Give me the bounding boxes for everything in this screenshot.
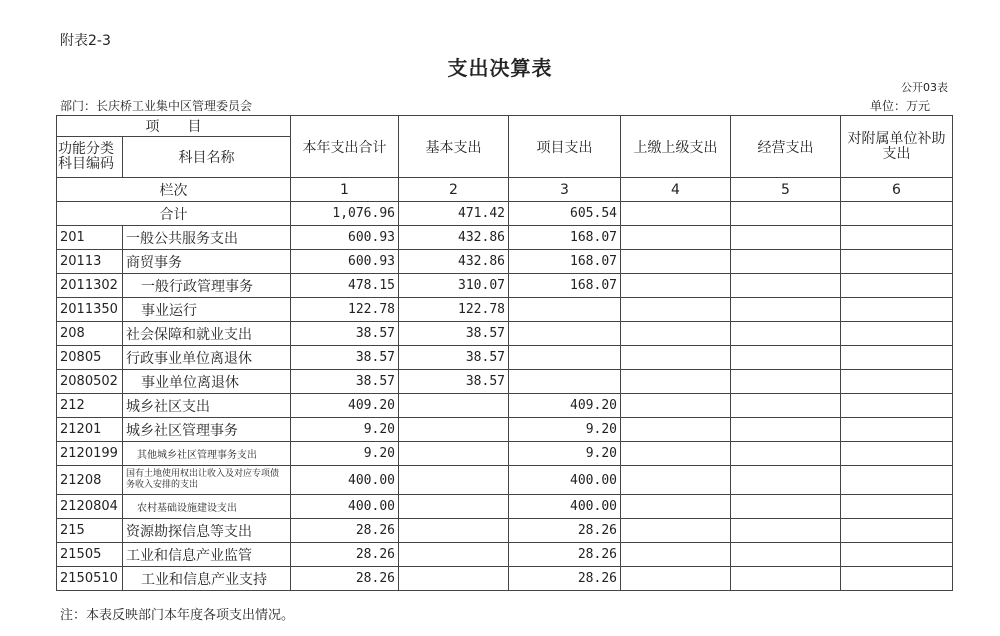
- row-value: [621, 495, 731, 519]
- row-value: [731, 519, 841, 543]
- row-code: 20113: [57, 250, 123, 274]
- row-name: 工业和信息产业支持: [123, 567, 291, 591]
- row-name: 工业和信息产业监管: [123, 543, 291, 567]
- row-value: [841, 226, 953, 250]
- row-value: [841, 567, 953, 591]
- row-value: 122.78: [291, 298, 399, 322]
- row-code: 2120804: [57, 495, 123, 519]
- header-item: 项 目: [57, 116, 291, 137]
- row-name: 农村基础设施建设支出: [123, 495, 291, 519]
- row-value: [731, 298, 841, 322]
- row-name: 社会保障和就业支出: [123, 322, 291, 346]
- row-value: 9.20: [509, 418, 621, 442]
- row-value: [509, 346, 621, 370]
- row-value: [841, 250, 953, 274]
- row-value: [841, 274, 953, 298]
- row-value: 38.57: [291, 370, 399, 394]
- row-value: [731, 418, 841, 442]
- row-value: 409.20: [291, 394, 399, 418]
- row-code: 2011302: [57, 274, 123, 298]
- row-value: [621, 226, 731, 250]
- row-value: [621, 250, 731, 274]
- row-value: 28.26: [291, 567, 399, 591]
- table-row: [57, 466, 953, 495]
- rank-number: 5: [731, 178, 841, 202]
- table-row: [57, 418, 953, 442]
- row-value: 9.20: [509, 442, 621, 466]
- row-code: 2150510: [57, 567, 123, 591]
- row-value: 478.15: [291, 274, 399, 298]
- row-value: 38.57: [291, 322, 399, 346]
- row-value: [841, 394, 953, 418]
- total-value: [841, 202, 953, 226]
- unit-label: 单位：万元: [869, 99, 930, 113]
- row-value: 9.20: [291, 442, 399, 466]
- row-value: 400.00: [291, 495, 399, 519]
- header-col-4: 上缴上级支出: [621, 116, 731, 178]
- row-value: [731, 567, 841, 591]
- row-value: [731, 226, 841, 250]
- row-value: [621, 322, 731, 346]
- row-name: 城乡社区管理事务: [123, 418, 291, 442]
- row-value: 600.93: [291, 226, 399, 250]
- total-value: 471.42: [399, 202, 509, 226]
- row-code: 208: [57, 322, 123, 346]
- table-body: [57, 226, 953, 591]
- row-value: [841, 370, 953, 394]
- row-value: [731, 370, 841, 394]
- table-row: [57, 298, 953, 322]
- rank-number: 4: [621, 178, 731, 202]
- total-value: [621, 202, 731, 226]
- row-value: [731, 250, 841, 274]
- table-row: [57, 567, 953, 591]
- total-value: 1,076.96: [291, 202, 399, 226]
- page-title: 支出决算表: [447, 56, 553, 80]
- row-name: 行政事业单位离退休: [123, 346, 291, 370]
- row-name: 事业运行: [123, 298, 291, 322]
- row-value: 432.86: [399, 226, 509, 250]
- row-value: [841, 495, 953, 519]
- row-code: 201: [57, 226, 123, 250]
- row-code: 20805: [57, 346, 123, 370]
- row-value: 38.57: [399, 370, 509, 394]
- row-value: [731, 442, 841, 466]
- row-value: 432.86: [399, 250, 509, 274]
- row-value: [399, 543, 509, 567]
- row-value: [841, 322, 953, 346]
- header-code: 功能分类 科目编码: [57, 137, 123, 178]
- row-value: [509, 298, 621, 322]
- row-code: 2080502: [57, 370, 123, 394]
- row-value: [731, 466, 841, 495]
- header-col-1: 本年支出合计: [291, 116, 399, 178]
- expenditure-table: [56, 115, 953, 591]
- header-col-3: 项目支出: [509, 116, 621, 178]
- row-value: 38.57: [399, 346, 509, 370]
- row-value: [841, 442, 953, 466]
- rank-number: 6: [841, 178, 953, 202]
- row-value: [621, 519, 731, 543]
- row-value: [841, 466, 953, 495]
- row-name: 一般公共服务支出: [123, 226, 291, 250]
- footnote: 注：本表反映部门本年度各项支出情况。: [60, 608, 295, 623]
- table-row: [57, 394, 953, 418]
- rank-label: 栏次: [57, 178, 291, 202]
- table-row: [57, 250, 953, 274]
- row-code: 2120199: [57, 442, 123, 466]
- row-value: 122.78: [399, 298, 509, 322]
- row-value: [621, 543, 731, 567]
- row-value: [399, 466, 509, 495]
- row-value: 400.00: [509, 495, 621, 519]
- department-label: 部门：长庆桥工业集中区管理委员会: [60, 99, 253, 113]
- table-row: [57, 543, 953, 567]
- row-value: [621, 442, 731, 466]
- row-value: 38.57: [399, 322, 509, 346]
- total-label: 合计: [57, 202, 291, 226]
- header-name: 科目名称: [123, 137, 291, 178]
- table-row: [57, 370, 953, 394]
- row-name: 一般行政管理事务: [123, 274, 291, 298]
- row-value: [621, 567, 731, 591]
- row-value: [731, 346, 841, 370]
- row-value: [841, 346, 953, 370]
- row-code: 21201: [57, 418, 123, 442]
- row-value: [399, 394, 509, 418]
- row-value: [621, 466, 731, 495]
- row-name: 资源勘探信息等支出: [123, 519, 291, 543]
- row-value: 168.07: [509, 250, 621, 274]
- row-name: 其他城乡社区管理事务支出: [123, 442, 291, 466]
- table-row: [57, 495, 953, 519]
- row-value: 310.07: [399, 274, 509, 298]
- row-value: 28.26: [291, 543, 399, 567]
- row-value: [621, 346, 731, 370]
- row-value: [399, 418, 509, 442]
- row-value: [621, 274, 731, 298]
- row-value: 28.26: [509, 543, 621, 567]
- row-code: 215: [57, 519, 123, 543]
- row-value: [731, 394, 841, 418]
- row-value: [399, 495, 509, 519]
- row-value: 409.20: [509, 394, 621, 418]
- row-name: 国有土地使用权出让收入及对应专项债务收入安排的支出: [123, 466, 291, 495]
- table-row: [57, 519, 953, 543]
- header-col-2: 基本支出: [399, 116, 509, 178]
- row-value: [841, 519, 953, 543]
- row-value: [399, 567, 509, 591]
- row-value: [731, 322, 841, 346]
- row-value: [841, 418, 953, 442]
- row-value: 400.00: [509, 466, 621, 495]
- rank-number: 3: [509, 178, 621, 202]
- row-value: [621, 394, 731, 418]
- row-value: 28.26: [509, 567, 621, 591]
- row-value: [621, 370, 731, 394]
- row-value: [509, 322, 621, 346]
- rank-number: 2: [399, 178, 509, 202]
- table-row: [57, 274, 953, 298]
- row-value: [841, 543, 953, 567]
- table-row: [57, 346, 953, 370]
- row-value: 600.93: [291, 250, 399, 274]
- table-row: [57, 226, 953, 250]
- row-code: 21208: [57, 466, 123, 495]
- row-code: 21505: [57, 543, 123, 567]
- row-value: 168.07: [509, 226, 621, 250]
- attachment-label: 附表2-3: [60, 33, 111, 49]
- row-value: 28.26: [509, 519, 621, 543]
- row-name: 事业单位离退休: [123, 370, 291, 394]
- row-value: [509, 370, 621, 394]
- row-value: 9.20: [291, 418, 399, 442]
- rank-number: 1: [291, 178, 399, 202]
- row-value: [621, 418, 731, 442]
- row-name: 城乡社区支出: [123, 394, 291, 418]
- table-row: [57, 442, 953, 466]
- total-value: 605.54: [509, 202, 621, 226]
- row-value: [621, 298, 731, 322]
- row-name: 商贸事务: [123, 250, 291, 274]
- table-row: [57, 322, 953, 346]
- row-value: 400.00: [291, 466, 399, 495]
- total-value: [731, 202, 841, 226]
- row-value: 168.07: [509, 274, 621, 298]
- row-value: [841, 298, 953, 322]
- form-number: 公开03表: [901, 81, 948, 94]
- row-value: [731, 274, 841, 298]
- row-value: [399, 519, 509, 543]
- row-code: 212: [57, 394, 123, 418]
- row-value: 38.57: [291, 346, 399, 370]
- header-col-5: 经营支出: [731, 116, 841, 178]
- header-col-6: 对附属单位补助 支出: [841, 116, 953, 178]
- row-code: 2011350: [57, 298, 123, 322]
- row-value: [399, 442, 509, 466]
- row-value: 28.26: [291, 519, 399, 543]
- row-value: [731, 495, 841, 519]
- row-value: [731, 543, 841, 567]
